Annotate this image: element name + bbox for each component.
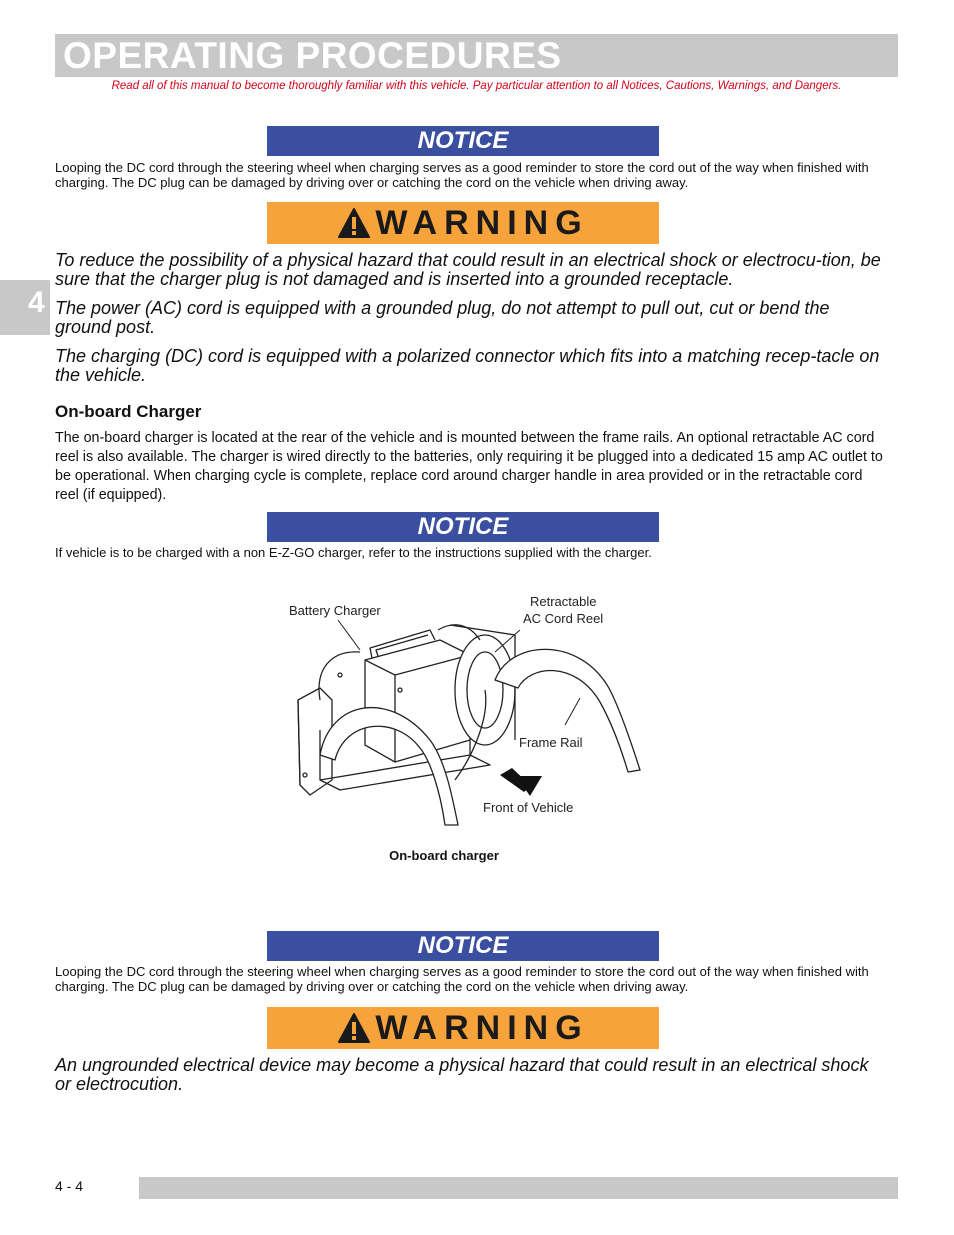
section-body: The on-board charger is located at the rear of the vehicle and is mounted between the frame rails. An optional retractable AC cord reel is also available. The charger is wired directly to the batteries, only requiring it be plugged into a dedicated 15 amp AC outlet to be operational. When charging cycle is complete, replace cord around charger handle in area provided or in the retractable cord reel (if equipped). (55, 430, 883, 503)
arrow-icon (500, 768, 542, 796)
warning-paragraph: An ungrounded electrical device may become a physical hazard that could result in an electrical shock or electrocution. (55, 1055, 869, 1094)
figure-caption: On-board charger (389, 848, 499, 863)
notice-banner: NOTICE (267, 931, 659, 961)
figure-label: Battery Charger (289, 603, 381, 618)
notice-text: If vehicle is to be charged with a non E-Z-GO charger, refer to the instructions supplied with the charger. (55, 545, 652, 560)
warning-label: WARNING (375, 204, 589, 242)
notice-text: Looping the DC cord through the steering wheel when charging serves as a good reminder to store the cord out of the way when finished with charging. The DC plug can be damaged by driving over or catching the cord on the vehicle when driving away. (55, 964, 869, 994)
warning-paragraph: The power (AC) cord is equipped with a grounded plug, do not attempt to pull out, cut or bend the ground post. (55, 298, 830, 337)
chapter-tab (0, 280, 50, 335)
warning-triangle-icon (337, 1012, 371, 1044)
notice-text: Looping the DC cord through the steering wheel when charging serves as a good reminder to store the cord out of the way when finished with charging. The DC plug can be damaged by driving over or catching the cord on the vehicle when driving away. (55, 160, 869, 190)
section-heading: On-board Charger (55, 402, 202, 421)
warning-banner (267, 1007, 659, 1049)
page-title: OPERATING PROCEDURES (63, 35, 562, 76)
warning-triangle-icon (337, 207, 371, 239)
charger-figure (280, 580, 660, 845)
figure-label: AC Cord Reel (523, 611, 604, 626)
warning-paragraph: To reduce the possibility of a physical hazard that could result in an electrical shock or electrocu-tion, be sure that the charger plug is not damaged and is inserted into a grounded receptacle. (55, 250, 881, 289)
warning-paragraph: The charging (DC) cord is equipped with a polarized connector which fits into a matching recep-tacle on the vehicle. (55, 346, 880, 385)
footer-bar (139, 1177, 898, 1199)
page-number: 4 - 4 (55, 1178, 84, 1194)
notice-banner: NOTICE (267, 126, 659, 156)
notice-banner: NOTICE (267, 512, 659, 542)
figure-label: Front of Vehicle (483, 800, 574, 815)
chapter-number: 4 (28, 286, 45, 319)
header-note: Read all of this manual to become thoroughly familiar with this vehicle. Pay particular attention to all Notices, Cautions, Warnings, and Dangers. (111, 80, 842, 92)
warning-banner (267, 202, 659, 244)
figure-label: Retractable (530, 594, 597, 609)
figure-label: Frame Rail (519, 735, 583, 750)
warning-label: WARNING (375, 1009, 589, 1047)
header-bar (55, 34, 898, 77)
